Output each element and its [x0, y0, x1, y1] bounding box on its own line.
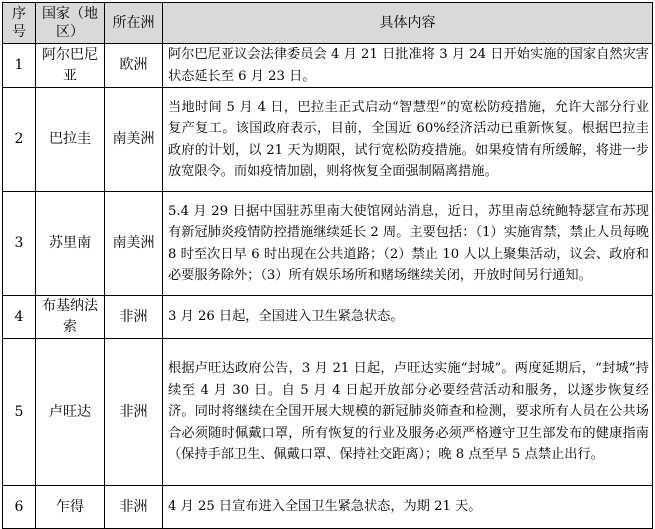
- table-row: [3, 339, 653, 486]
- header-index: 序号: [3, 3, 36, 44]
- row-country: 巴拉圭: [36, 88, 105, 192]
- row-index: 5: [3, 339, 36, 486]
- row-country: 乍得: [36, 486, 105, 529]
- header-detail: 具体内容: [163, 3, 653, 44]
- row-continent: 非洲: [105, 296, 163, 339]
- table-row: [3, 486, 653, 529]
- row-index: 6: [3, 486, 36, 529]
- row-detail: 4 月 25 日宣布进入全国卫生紧急状态，为期 21 天。: [163, 486, 653, 529]
- row-detail: 当地时间 5 月 4 日，巴拉圭正式启动“智慧型”的宽松防疫措施，允许大部分行业复产复工。该国政府表示，目前，全国近 60%经济活动已重新恢复。根据巴拉圭政府的计划，以 21 天为期限，试行宽松防疫措施。如果疫情有所缓解，将进一步放宽限令。而如疫情加剧，则将恢复全面强制隔离措施。: [163, 88, 653, 192]
- row-country: 苏里南: [36, 192, 105, 296]
- header-row: [3, 3, 653, 44]
- row-detail: 3 月 26 日起，全国进入卫生紧急状态。: [163, 296, 653, 339]
- row-index: 4: [3, 296, 36, 339]
- row-index: 3: [3, 192, 36, 296]
- header-continent: 所在洲: [105, 3, 163, 44]
- row-continent: 非洲: [105, 486, 163, 529]
- header-country: 国家（地区）: [36, 3, 105, 44]
- table-row: [3, 192, 653, 296]
- row-continent: 非洲: [105, 339, 163, 486]
- table-row: [3, 88, 653, 192]
- row-country: 卢旺达: [36, 339, 105, 486]
- table-row: [3, 296, 653, 339]
- row-detail: 阿尔巴尼亚议会法律委员会 4 月 21 日批准将 3 月 24 日开始实施的国家自然灾害状态延长至 6 月 23 日。: [163, 44, 653, 88]
- row-detail: 5.4 月 29 日据中国驻苏里南大使馆网站消息，近日，苏里南总统鲍特瑟宣布苏现有新冠肺炎疫情防控措施继续延长 2 周。主要包括：（1）实施宵禁，禁止人员每晚 8 时至次日早 6 时出现在公共道路；（2）禁止 10 人以上聚集活动，议会、政府和必要服务除外；（3）所有娱乐场所和赌场继续关闭，开放时间另行通知。: [163, 192, 653, 296]
- row-country: 布基纳法索: [36, 296, 105, 339]
- row-continent: 南美洲: [105, 88, 163, 192]
- row-index: 2: [3, 88, 36, 192]
- row-continent: 南美洲: [105, 192, 163, 296]
- row-index: 1: [3, 44, 36, 88]
- country-measures-table: [2, 2, 653, 529]
- row-continent: 欧洲: [105, 44, 163, 88]
- row-country: 阿尔巴尼亚: [36, 44, 105, 88]
- table-row: [3, 44, 653, 88]
- row-detail: 根据卢旺达政府公告，3 月 21 日起，卢旺达实施“封城”。两度延期后，“封城”持续至 4 月 30 日。自 5 月 4 日起开放部分必要经营活动和服务，以逐步恢复经济。同时将继续在全国开展大规模的新冠肺炎筛查和检测，要求所有人员在公共场合必须随时佩戴口罩，所有恢复的行业及服务必须严格遵守卫生部发布的健康指南（保持手部卫生、佩戴口罩、保持社交距离）；晚 8 点至早 5 点禁止出行。: [163, 339, 653, 486]
